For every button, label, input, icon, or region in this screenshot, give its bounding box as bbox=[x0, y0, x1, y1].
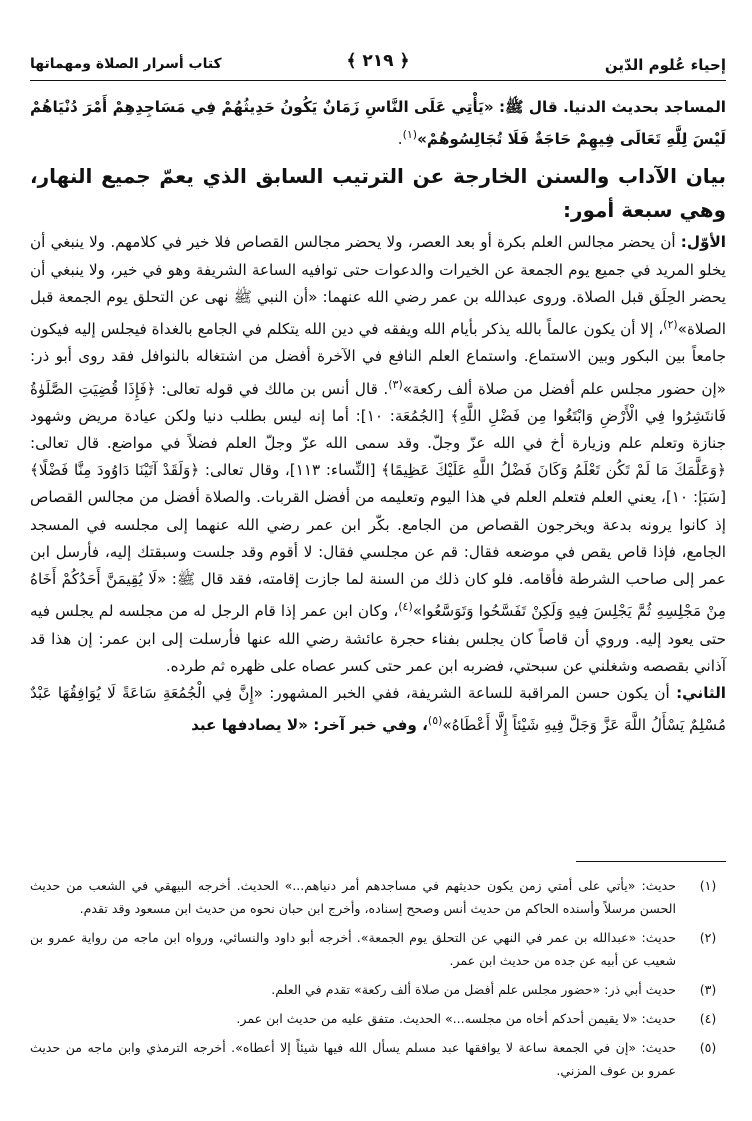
footnote-number: (١) bbox=[699, 878, 717, 893]
footnote-text: حديث أبي ذر: «حضور مجلس علم أفضل من صلاة ألف ركعة» تقدم في العلم. bbox=[271, 982, 676, 997]
intro-text: المساجد بحديث الدنيا. قال ﷺ: «يَأْتِي عَلَى النَّاسِ زَمَانٌ يَكُونُ حَدِيثُهُمْ فِي مَسَاجِدِهِمْ أَمْرَ دُنْيَاهُمْ لَيْسَ لِلَّهِ تَعَالَى فِيهِمْ حَاجَةٌ فَلَا تُجَالِسُوهُمْ» bbox=[30, 98, 726, 149]
footnote-number: (٥) bbox=[699, 1040, 717, 1055]
footnote-text: حديث: «إن في الجمعة ساعة لا يوافقها عبد مسلم يسأل الله فيها شيئاً إلا أعطاه». أخرجه الترمذي وابن ماجه من حديث عمرو بن عوف المزني. bbox=[30, 1040, 676, 1078]
footnote-number: (٣) bbox=[699, 982, 717, 997]
second-text-1: أن يكون حسن المراقبة للساعة الشريفة، ففي الخبر المشهور: «إِنَّ فِي الْجُمُعَةِ سَاعَةً لَا يُوَافِقُهَا عَبْدٌ مُسْلِمٌ يَسْأَلُ اللَّهَ عَزَّ وَجَلَّ فِيهِ شَيْئاً إِلَّا أَعْطَاهُ» bbox=[30, 683, 726, 735]
first-text-1: أن يحضر مجالس العلم بكرة أو بعد العصر، ولا يحضر مجالس القصاص فلا خير في كلامهم. ولا ينبغي أن يخلو المريد في جميع يوم الجمعة عن الخيرات والدعوات حتى توافيه الساعة الشريفة وهو في خير، ولا ينبغي أن يحضر الحِلَق قبل الصلاة. وروى عبدالله بن عمر رضي الله عنهما: «أن النبي ﷺ نهى عن التحلق يوم الجمعة قبل الصلاة» bbox=[30, 233, 726, 339]
second-text-2: ، وفي خبر آخر: «لا يصادفها عبد bbox=[191, 716, 428, 735]
footnote-ref-3: (٣) bbox=[388, 377, 403, 391]
first-text-4: ، وكان ابن عمر إذا قام الرجل له من مجلسه لم يجلس فيه حتى يعود إليه. وروي أن قاصاً كان يجلس بفناء حجرة عائشة رضي الله عنها فأرسلت إلى ابن عمر: إن هذا قد آذاني بقصصه وشغلني عن سبحتي، فضربه ابن عمر حتى كسر عصاه على ظهره ثم طرده. bbox=[30, 602, 726, 675]
footnote-text: حديث: «يأتي على أمتي زمن يكون حديثهم في مساجدهم أمر دنياهم...» الحديث. أخرجه البيهقي في الشعب من حديث الحسن مرسلاً وأسنده الحاكم من حديث أنس وصحح إسناده، وأخرج ابن حبان نحوه من حديث ابن مسعود وقد تقدم. bbox=[30, 878, 676, 916]
chapter-title: كتاب أسرار الصلاة ومهماتها bbox=[30, 56, 222, 72]
footnote bbox=[30, 874, 726, 920]
first-item-paragraph bbox=[30, 229, 726, 679]
footnote bbox=[30, 1007, 726, 1030]
footnote-text: حديث: «لا يقيمن أحدكم أخاه من مجلسه...» الحديث. متفق عليه من حديث ابن عمر. bbox=[236, 1011, 676, 1026]
footnote-ref-1: (١) bbox=[402, 128, 418, 142]
section-heading: بيان الآداب والسنن الخارجة عن الترتيب السابق الذي يعمّ جميع النهار، وهي سبعة أمور: bbox=[30, 164, 726, 223]
footnotes bbox=[30, 874, 726, 1088]
footnote bbox=[30, 978, 726, 1001]
book-page bbox=[30, 18, 726, 1108]
page-number: ﴿ ٢١٩ ﴾ bbox=[346, 51, 410, 71]
footnote-rule bbox=[576, 861, 726, 862]
footnote bbox=[30, 1036, 726, 1082]
footnote bbox=[30, 926, 726, 972]
footnote-number: (٤) bbox=[699, 1011, 717, 1026]
second-label: الثاني: bbox=[676, 683, 727, 702]
first-label: الأوّل: bbox=[680, 233, 726, 252]
second-item-paragraph bbox=[30, 680, 726, 739]
footnote-ref-2: (٢) bbox=[663, 318, 678, 332]
footnote-ref-4: (٤) bbox=[398, 600, 413, 614]
first-text-3: . قال أنس بن مالك في قوله تعالى: ﴿فَإِذَا قُضِيَتِ الصَّلَوٰةُ فَانتَشِرُوا فِي الْأَرْضِ وَابْتَغُوا مِن فَضْلِ اللَّهِ﴾ [الجُمُعَة: ١٠]: أما إنه ليس بطلب دنيا ولكن عيادة مريض وشهود جنازة وتعلم علم وزيارة أخ في الله عزّ وجلّ. وقد سمى الله عزّ وجلّ العلم فضلاً في مواضع. قال تعالى: ﴿وَعَلَّمَكَ مَا لَمْ تَكُن تَعْلَمُ وَكَانَ فَضْلُ اللَّهِ عَلَيْكَ عَظِيمًا﴾ [النِّساء: ١١٣]، وقال تعالى: ﴿وَلَقَدْ آتَيْنَا دَاوُودَ مِنَّا فَضْلًا﴾ [سَبَإ: ١٠]، يعني العلم فتعلم العلم في هذا اليوم وتعليمه من أفضل القربات. والصلاة أفضل من مجالس القصاص إذ كانوا يرونه بدعة ويخرجون القصاص من الجامع. بكّر ابن عمر رضي الله عنهما إلى مجلسه في المسجد الجامع، فإذا قاص يقص في موضعه فقال: قم عن مجلسي فقال: لا أقوم وقد جلست وسبقتك إليه، فأرسل ابن عمر إلى صاحب الشرطة فأقامه. فلو كان ذلك من السنة لما جازت إقامته، فقد قال ﷺ: «لَا يُقِيمَنَّ أَحَدُكُمْ أَخَاهُ مِنْ مَجْلِسِهِ ثُمَّ يَجْلِسَ فِيهِ وَلَكِنْ تَفَسَّحُوا وَتَوَسَّعُوا» bbox=[30, 379, 726, 621]
footnote-number: (٢) bbox=[699, 930, 717, 945]
footnote-text: حديث: «عبدالله بن عمر في النهي عن التحلق يوم الجمعة». أخرجه أبو داود والنسائي، ورواه ابن ماجه من رواية عمرو بن شعيب عن أبيه عن جده من حديث ابن عمر. bbox=[30, 930, 676, 968]
footnote-ref-5: (٥) bbox=[427, 714, 443, 728]
intro-paragraph: المساجد بحديث الدنيا. قال ﷺ: «يَأْتِي عَلَى النَّاسِ زَمَانٌ يَكُونُ حَدِيثُهُمْ فِي مَسَاجِدِهِمْ أَمْرَ دُنْيَاهُمْ لَيْسَ لِلَّهِ تَعَالَى فِيهِمْ حَاجَةٌ فَلَا تُجَالِسُوهُمْ»$^{(١)}$. bbox=[30, 98, 726, 149]
main-text bbox=[30, 94, 726, 739]
running-header bbox=[30, 18, 726, 74]
header-rule bbox=[30, 80, 726, 81]
first-text-2: ، إلا أن يكون عالماً بالله يذكر بأيام الله ويفقه في دين الله يتكلم في الجامع بالغداة فيجلس إليه فيكون جامعاً بين البكور وبين الاستماع. واستماع العلم النافع في الآخرة أفضل من اشتغاله بالنوافل فقد روى أبو ذر: «إن حضور مجلس علم أفضل من صلاة ألف ركعة» bbox=[30, 320, 726, 398]
book-title: إحياء عُلوم الدّين bbox=[604, 56, 726, 74]
